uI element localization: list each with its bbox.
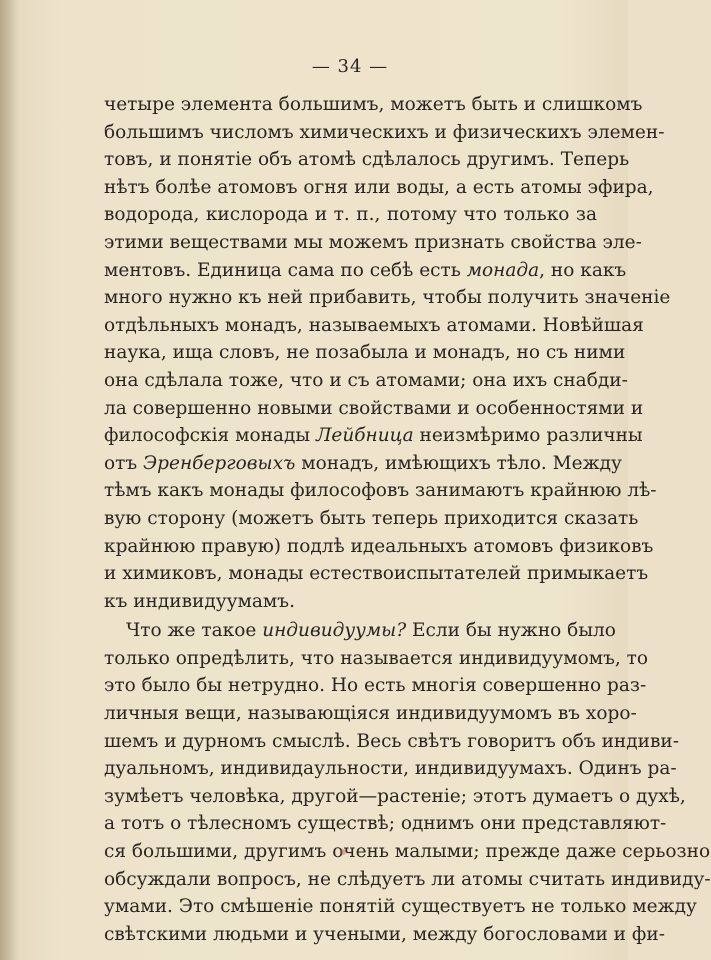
line-segment: свѣтскими людьми и учеными, между богословами и фи- — [104, 923, 665, 945]
text-line — [104, 617, 616, 645]
text-line — [104, 395, 644, 423]
line-segment: ментовъ. Единица сама по себѣ есть — [104, 259, 467, 281]
line-segment: четыре элемента большимъ, можетъ быть и слишкомъ — [104, 94, 643, 115]
line-segment: Если бы нужно было — [406, 620, 616, 642]
line-segment: философскія монады — [104, 425, 316, 447]
line-segment: отдѣльныхъ монадъ, называемыхъ атомами. Новѣйшая — [104, 314, 644, 336]
line-segment: шемъ и дурномъ смыслѣ. Весь свѣтъ говоритъ объ индиви- — [104, 730, 679, 752]
line-segment: это было бы нетрудно. Но есть многія совершенно раз- — [104, 675, 647, 697]
line-segment: и химиковъ, монады естествоиспытателей примыкаетъ — [104, 563, 649, 585]
text-line — [104, 893, 697, 921]
line-segment: , но какъ — [539, 259, 627, 281]
line-segment: монадъ, имѣющихъ тѣло. Между — [295, 452, 622, 474]
text-line — [104, 700, 637, 728]
text-line — [104, 505, 639, 533]
line-segment: нѣтъ болѣе атомовъ огня или воды, а есть атомы эфира, — [104, 176, 654, 198]
text-line — [104, 146, 630, 174]
line-segment: Что же такое — [126, 620, 263, 642]
text-line — [104, 229, 642, 257]
line-segment: много нужно къ ней прибавить, чтобы получить значеніе — [104, 287, 671, 309]
text-line — [104, 174, 654, 202]
text-line — [104, 257, 627, 285]
text-line — [104, 312, 644, 340]
line-segment: ся большими, другимъ очень малыми; прежде даже серьозно — [104, 841, 711, 863]
text-line — [104, 921, 665, 949]
emphasis-text: монада — [466, 259, 540, 281]
line-segment: товъ, и понятіе объ атомѣ сдѣлалось другимъ. Теперь — [104, 149, 630, 171]
line-segment: умами. Это смѣшеніе понятій существуетъ не только между — [104, 896, 697, 918]
line-segment: дуальномъ, индивидаульности, индивидуумахъ. Одинъ ра- — [104, 758, 677, 780]
text-line — [104, 477, 657, 505]
text-line — [104, 367, 628, 395]
text-line — [104, 560, 649, 588]
line-segment: отъ — [104, 452, 144, 474]
text-line — [104, 450, 622, 478]
gutter-shadow — [0, 0, 18, 960]
text-line — [104, 422, 643, 450]
ink-spot — [340, 849, 346, 855]
text-line — [104, 838, 711, 866]
text-line — [104, 810, 667, 838]
line-segment: тѣмъ какъ монады философовъ занимаютъ крайнюю лѣ- — [104, 480, 657, 502]
text-line — [104, 201, 597, 229]
text-line — [104, 284, 671, 312]
text-line — [104, 783, 686, 811]
line-segment: обсуждали вопросъ, не слѣдуетъ ли атомы считать индивиду- — [104, 868, 711, 890]
line-segment: только опредѣлить, что называется индивидуумомъ, то — [104, 647, 649, 669]
paragraph-2 — [104, 617, 711, 948]
line-segment: большимъ числомъ химическихъ и физическихъ элемен- — [104, 121, 665, 143]
emphasis-text: индивидуумы? — [262, 620, 407, 642]
emphasis-text: Лейбница — [315, 425, 414, 447]
text-line — [104, 588, 597, 616]
text-line — [104, 866, 711, 894]
text-line — [104, 645, 649, 673]
text-line — [104, 119, 665, 147]
text-line — [104, 533, 654, 561]
line-segment: вую сторону (можетъ быть теперь приходится сказать — [104, 507, 639, 529]
page-number: — 34 — — [311, 56, 389, 77]
text-line — [104, 728, 679, 756]
text-line — [104, 339, 626, 367]
line-segment: этими веществами мы можемъ признать свойства эле- — [104, 231, 642, 253]
line-segment: наука, ища словъ, не позабыла и монадъ, но съ ними — [104, 342, 626, 364]
line-segment: зумѣетъ человѣка, другой—растеніе; этотъ думаетъ о духѣ, — [104, 785, 686, 807]
paragraph-1 — [104, 91, 671, 615]
line-segment: водорода, кислорода и т. п., потому что только за — [104, 204, 597, 226]
line-segment: она сдѣлала тоже, что и съ атомами; она ихъ снабди- — [104, 369, 628, 391]
line-segment: къ индивидуумамъ. — [104, 590, 295, 612]
emphasis-text: Эренберговыхъ — [143, 452, 296, 474]
text-line — [104, 91, 643, 119]
text-line — [104, 755, 677, 783]
line-segment: крайнюю правую) подлѣ идеальныхъ атомовъ физиковъ — [104, 535, 654, 557]
line-segment: неизмѣримо различны — [413, 425, 643, 447]
text-line — [104, 672, 647, 700]
line-segment: а тотъ о тѣлесномъ существѣ; однимъ они представляют- — [104, 813, 667, 835]
line-segment: личныя вещи, называющіяся индивидуумомъ въ хоро- — [104, 703, 637, 725]
line-segment: ла совершенно новыми свойствами и особенностями и — [104, 397, 644, 419]
body-text — [104, 91, 711, 948]
